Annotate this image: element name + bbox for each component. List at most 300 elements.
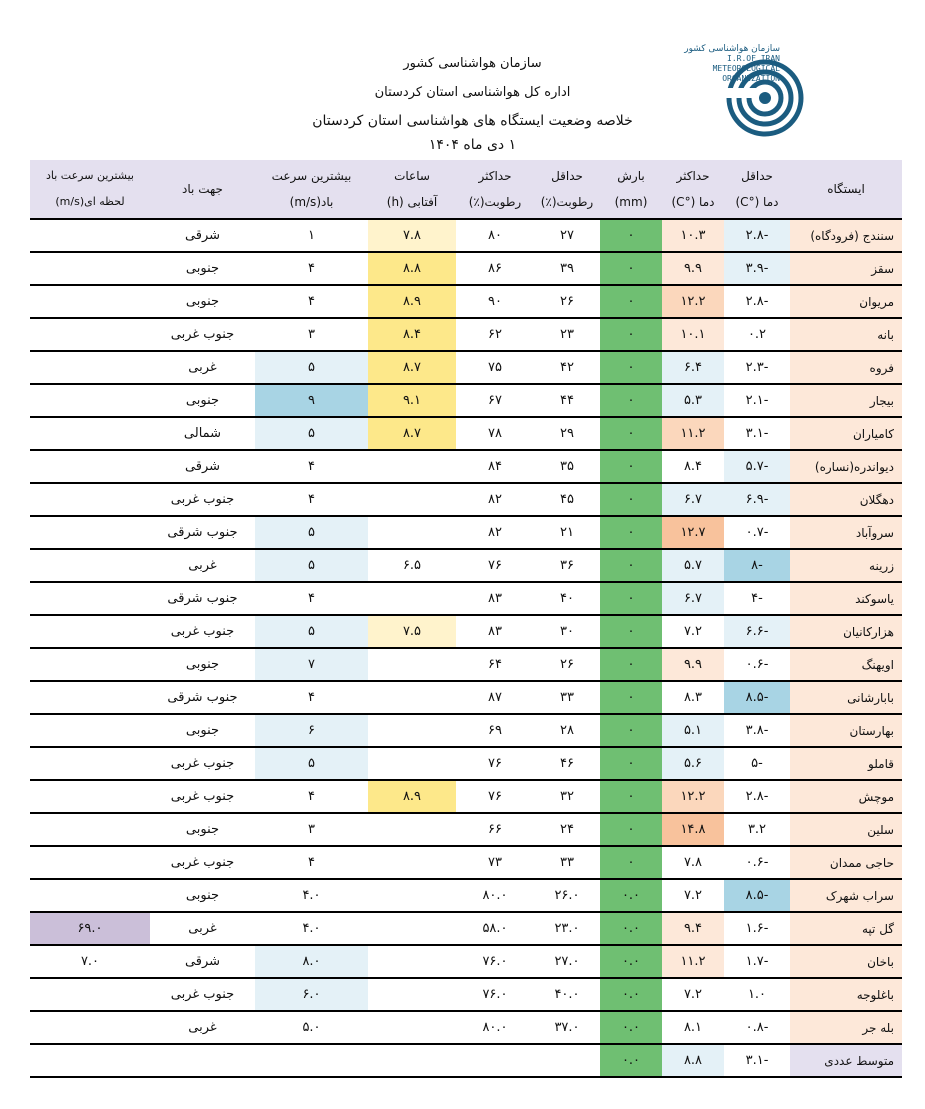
cell-sunshine (368, 648, 456, 681)
cell-max-temp: ۱۲.۷ (662, 516, 724, 549)
cell-wind-direction: جنوبی (150, 285, 255, 318)
cell-max-wind: ۳ (255, 318, 368, 351)
cell-max-temp: ۱۲.۲ (662, 285, 724, 318)
cell-precip: ۰ (600, 516, 662, 549)
cell-max-gust (30, 978, 150, 1011)
cell-max-gust (30, 879, 150, 912)
cell-max-gust (30, 351, 150, 384)
mean-empty-cell (150, 1044, 255, 1077)
cell-max-wind: ۴.۰ (255, 912, 368, 945)
cell-sunshine (368, 450, 456, 483)
cell-sunshine (368, 582, 456, 615)
cell-min-humidity: ۴۵ (534, 483, 600, 516)
cell-wind-direction: غربی (150, 912, 255, 945)
cell-max-wind: ۵ (255, 417, 368, 450)
cell-wind-direction: شرقی (150, 450, 255, 483)
table-row (30, 681, 902, 714)
cell-station: زرینه (790, 549, 902, 582)
cell-max-wind: ۱ (255, 219, 368, 252)
cell-max-humidity: ۸۲ (456, 483, 534, 516)
cell-precip: ۰ (600, 714, 662, 747)
cell-wind-direction: غربی (150, 549, 255, 582)
cell-min-temp: -۲.۱ (724, 384, 790, 417)
cell-wind-direction: شرقی (150, 945, 255, 978)
cell-max-humidity: ۸۴ (456, 450, 534, 483)
cell-min-temp: -۴ (724, 582, 790, 615)
cell-max-humidity: ۷۶ (456, 780, 534, 813)
cell-sunshine (368, 945, 456, 978)
cell-wind-direction: جنوب غربی (150, 483, 255, 516)
cell-max-humidity: ۷۶ (456, 747, 534, 780)
cell-max-gust (30, 516, 150, 549)
cell-precip: ۰ (600, 549, 662, 582)
cell-min-temp: -۲.۸ (724, 219, 790, 252)
cell-station: قاملو (790, 747, 902, 780)
cell-max-temp: ۷.۲ (662, 615, 724, 648)
cell-max-wind: ۴ (255, 450, 368, 483)
header-sunshine: ساعات آفتابی (h) (368, 160, 456, 219)
cell-precip: ۰ (600, 417, 662, 450)
cell-max-humidity: ۶۴ (456, 648, 534, 681)
cell-sunshine: ۸.۹ (368, 285, 456, 318)
cell-min-humidity: ۴۰.۰ (534, 978, 600, 1011)
cell-max-wind: ۵ (255, 747, 368, 780)
cell-max-temp: ۸.۴ (662, 450, 724, 483)
table-row (30, 978, 902, 1011)
table-row (30, 912, 902, 945)
cell-max-temp: ۹.۹ (662, 252, 724, 285)
cell-station: اویهنگ (790, 648, 902, 681)
logo-persian-text: سازمان هواشناسی کشور (684, 44, 780, 54)
cell-wind-direction: جنوب غربی (150, 615, 255, 648)
header-min-temp: حداقل دما (°C) (724, 160, 790, 219)
cell-station: سروآباد (790, 516, 902, 549)
cell-max-wind: ۹ (255, 384, 368, 417)
cell-precip: ۰ (600, 252, 662, 285)
cell-max-humidity: ۷۸ (456, 417, 534, 450)
cell-sunshine (368, 978, 456, 1011)
cell-min-humidity: ۴۶ (534, 747, 600, 780)
mean-min-temp: -۳.۱ (724, 1044, 790, 1077)
cell-max-wind: ۵ (255, 516, 368, 549)
cell-max-wind: ۸.۰ (255, 945, 368, 978)
cell-min-temp: ۳.۲ (724, 813, 790, 846)
cell-max-temp: ۵.۶ (662, 747, 724, 780)
cell-wind-direction: جنوبی (150, 813, 255, 846)
cell-max-wind: ۴.۰ (255, 879, 368, 912)
cell-wind-direction: شمالی (150, 417, 255, 450)
cell-min-humidity: ۳۹ (534, 252, 600, 285)
cell-max-wind: ۴ (255, 252, 368, 285)
cell-min-humidity: ۲۷ (534, 219, 600, 252)
cell-station: باخان (790, 945, 902, 978)
cell-wind-direction: جنوب غربی (150, 846, 255, 879)
cell-precip: ۰ (600, 846, 662, 879)
cell-max-gust (30, 648, 150, 681)
cell-sunshine (368, 912, 456, 945)
cell-max-wind: ۵ (255, 549, 368, 582)
cell-max-wind: ۴ (255, 582, 368, 615)
cell-precip: ۰ (600, 219, 662, 252)
cell-station: باغلوجه (790, 978, 902, 1011)
table-row (30, 813, 902, 846)
header-wind-direction: جهت باد (150, 160, 255, 219)
table-row (30, 219, 902, 252)
cell-max-temp: ۷.۲ (662, 978, 724, 1011)
table-row (30, 384, 902, 417)
cell-max-humidity: ۵۸.۰ (456, 912, 534, 945)
cell-max-temp: ۱۴.۸ (662, 813, 724, 846)
cell-max-temp: ۱۱.۲ (662, 945, 724, 978)
cell-station: فروه (790, 351, 902, 384)
cell-precip: ۰.۰ (600, 978, 662, 1011)
cell-sunshine (368, 879, 456, 912)
cell-precip: ۰ (600, 780, 662, 813)
cell-max-temp: ۶.۷ (662, 483, 724, 516)
cell-max-wind: ۵ (255, 615, 368, 648)
cell-min-humidity: ۲۳.۰ (534, 912, 600, 945)
cell-min-temp: -۰.۷ (724, 516, 790, 549)
cell-max-temp: ۶.۷ (662, 582, 724, 615)
table-row (30, 879, 902, 912)
cell-max-temp: ۱۲.۲ (662, 780, 724, 813)
cell-max-wind: ۴ (255, 780, 368, 813)
cell-max-temp: ۵.۱ (662, 714, 724, 747)
cell-max-gust (30, 582, 150, 615)
table-row (30, 846, 902, 879)
cell-wind-direction: جنوبی (150, 648, 255, 681)
cell-max-wind: ۶ (255, 714, 368, 747)
cell-min-temp: -۳.۱ (724, 417, 790, 450)
cell-wind-direction: جنوب شرقی (150, 516, 255, 549)
cell-sunshine: ۷.۵ (368, 615, 456, 648)
cell-wind-direction: غربی (150, 351, 255, 384)
mean-row (30, 1044, 902, 1077)
cell-max-humidity: ۶۷ (456, 384, 534, 417)
cell-min-humidity: ۲۷.۰ (534, 945, 600, 978)
cell-max-humidity: ۷۶.۰ (456, 945, 534, 978)
cell-sunshine (368, 483, 456, 516)
header-max-gust: بیشترین سرعت باد لحظه ای(m/s) (30, 160, 150, 219)
cell-precip: ۰ (600, 351, 662, 384)
table-row (30, 351, 902, 384)
cell-min-temp: ۰.۲ (724, 318, 790, 351)
cell-max-humidity: ۸۶ (456, 252, 534, 285)
cell-station: سلین (790, 813, 902, 846)
cell-max-humidity: ۸۰.۰ (456, 1011, 534, 1044)
cell-max-humidity: ۷۳ (456, 846, 534, 879)
cell-max-wind: ۴ (255, 846, 368, 879)
cell-max-humidity: ۷۵ (456, 351, 534, 384)
table-row (30, 615, 902, 648)
cell-min-humidity: ۳۳ (534, 846, 600, 879)
cell-sunshine: ۸.۹ (368, 780, 456, 813)
cell-wind-direction: جنوبی (150, 879, 255, 912)
table-row (30, 417, 902, 450)
cell-sunshine (368, 747, 456, 780)
dept-name: اداره کل هواشناسی استان کردستان (374, 85, 571, 100)
cell-min-temp: -۲.۸ (724, 285, 790, 318)
cell-min-humidity: ۲۳ (534, 318, 600, 351)
table-row (30, 450, 902, 483)
cell-station: موچش (790, 780, 902, 813)
cell-min-temp: -۵ (724, 747, 790, 780)
cell-wind-direction: جنوبی (150, 714, 255, 747)
cell-station: یاسوکند (790, 582, 902, 615)
cell-station: سنندج (فرودگاه) (790, 219, 902, 252)
cell-max-humidity: ۸۰ (456, 219, 534, 252)
cell-precip: ۰.۰ (600, 945, 662, 978)
cell-max-wind: ۳ (255, 813, 368, 846)
cell-station: مریوان (790, 285, 902, 318)
cell-sunshine: ۶.۵ (368, 549, 456, 582)
cell-max-gust (30, 417, 150, 450)
table-header-row (30, 160, 902, 219)
mean-station-label: متوسط عددی (790, 1044, 902, 1077)
cell-min-humidity: ۳۷.۰ (534, 1011, 600, 1044)
cell-wind-direction: شرقی (150, 219, 255, 252)
cell-wind-direction: غربی (150, 1011, 255, 1044)
cell-max-temp: ۷.۲ (662, 879, 724, 912)
cell-max-gust (30, 483, 150, 516)
cell-max-gust (30, 285, 150, 318)
table-row (30, 747, 902, 780)
cell-max-humidity: ۹۰ (456, 285, 534, 318)
cell-station: گل تپه (790, 912, 902, 945)
mean-empty-cell (368, 1044, 456, 1077)
cell-max-gust (30, 747, 150, 780)
logo-text-line2: METEOROLOGICAL (712, 64, 780, 73)
cell-max-gust (30, 714, 150, 747)
cell-wind-direction: جنوب غربی (150, 318, 255, 351)
table-row (30, 582, 902, 615)
header-max-temp: حداکثر دما (°C) (662, 160, 724, 219)
cell-max-temp: ۱۱.۲ (662, 417, 724, 450)
cell-precip: ۰ (600, 615, 662, 648)
mean-empty-cell (30, 1044, 150, 1077)
cell-precip: ۰.۰ (600, 912, 662, 945)
cell-max-gust (30, 318, 150, 351)
cell-precip: ۰ (600, 318, 662, 351)
cell-min-humidity: ۴۴ (534, 384, 600, 417)
cell-min-temp: -۸.۵ (724, 879, 790, 912)
table-row (30, 516, 902, 549)
cell-min-humidity: ۳۳ (534, 681, 600, 714)
cell-max-gust (30, 450, 150, 483)
cell-precip: ۰.۰ (600, 1011, 662, 1044)
cell-max-wind: ۴ (255, 483, 368, 516)
cell-wind-direction: جنوب غربی (150, 780, 255, 813)
cell-sunshine (368, 846, 456, 879)
org-name: سازمان هواشناسی کشور (403, 56, 542, 71)
header-precip: بارش (mm) (600, 160, 662, 219)
cell-max-wind: ۴ (255, 285, 368, 318)
cell-precip: ۰ (600, 483, 662, 516)
cell-precip: ۰ (600, 384, 662, 417)
cell-sunshine (368, 813, 456, 846)
table-row (30, 285, 902, 318)
cell-sunshine: ۸.۸ (368, 252, 456, 285)
cell-wind-direction: جنوب شرقی (150, 681, 255, 714)
mean-empty-cell (534, 1044, 600, 1077)
cell-max-temp: ۹.۹ (662, 648, 724, 681)
cell-min-humidity: ۴۲ (534, 351, 600, 384)
table-row (30, 648, 902, 681)
cell-max-wind: ۷ (255, 648, 368, 681)
cell-max-gust (30, 1011, 150, 1044)
cell-max-wind: ۵.۰ (255, 1011, 368, 1044)
cell-max-humidity: ۸۰.۰ (456, 879, 534, 912)
cell-station: دهگلان (790, 483, 902, 516)
cell-precip: ۰.۰ (600, 879, 662, 912)
cell-min-temp: -۲.۸ (724, 780, 790, 813)
cell-max-temp: ۱۰.۳ (662, 219, 724, 252)
cell-min-temp: -۰.۶ (724, 648, 790, 681)
cell-station: بانه (790, 318, 902, 351)
cell-min-temp: -۶.۶ (724, 615, 790, 648)
cell-min-humidity: ۴۰ (534, 582, 600, 615)
cell-sunshine: ۸.۴ (368, 318, 456, 351)
logo-text-line1: I.R.OF IRAN (727, 54, 780, 63)
cell-wind-direction: جنوبی (150, 384, 255, 417)
cell-max-humidity: ۸۳ (456, 615, 534, 648)
cell-sunshine (368, 516, 456, 549)
cell-max-humidity: ۶۲ (456, 318, 534, 351)
cell-max-temp: ۹.۴ (662, 912, 724, 945)
cell-max-humidity: ۷۶ (456, 549, 534, 582)
cell-min-temp: -۸.۵ (724, 681, 790, 714)
table-row (30, 780, 902, 813)
cell-min-humidity: ۲۴ (534, 813, 600, 846)
cell-station: سقز (790, 252, 902, 285)
cell-max-temp: ۵.۷ (662, 549, 724, 582)
cell-precip: ۰ (600, 285, 662, 318)
mean-empty-cell (255, 1044, 368, 1077)
cell-wind-direction: جنوب غربی (150, 747, 255, 780)
cell-min-humidity: ۳۵ (534, 450, 600, 483)
cell-min-humidity: ۲۶ (534, 648, 600, 681)
cell-station: سراب شهرک (790, 879, 902, 912)
cell-max-humidity: ۸۳ (456, 582, 534, 615)
cell-min-temp: -۲.۳ (724, 351, 790, 384)
cell-min-temp: -۵.۷ (724, 450, 790, 483)
table-row (30, 945, 902, 978)
cell-wind-direction: جنوب غربی (150, 978, 255, 1011)
cell-max-temp: ۶.۴ (662, 351, 724, 384)
cell-min-humidity: ۳۲ (534, 780, 600, 813)
report-date: ۱ دی ماه ۱۴۰۴ (428, 137, 517, 153)
cell-max-gust (30, 780, 150, 813)
cell-max-gust (30, 846, 150, 879)
cell-station: بیجار (790, 384, 902, 417)
cell-station: بله جر (790, 1011, 902, 1044)
cell-max-gust (30, 219, 150, 252)
cell-min-humidity: ۲۶.۰ (534, 879, 600, 912)
cell-precip: ۰ (600, 648, 662, 681)
cell-min-temp: -۶.۹ (724, 483, 790, 516)
cell-max-humidity: ۶۹ (456, 714, 534, 747)
cell-sunshine: ۸.۷ (368, 417, 456, 450)
cell-station: دیواندره(نساره) (790, 450, 902, 483)
cell-max-temp: ۸.۱ (662, 1011, 724, 1044)
cell-sunshine: ۸.۷ (368, 351, 456, 384)
cell-min-humidity: ۳۶ (534, 549, 600, 582)
cell-min-humidity: ۲۶ (534, 285, 600, 318)
cell-precip: ۰ (600, 747, 662, 780)
logo-text-line3: ORGANIZATION (722, 74, 780, 83)
table-row (30, 549, 902, 582)
cell-max-gust (30, 549, 150, 582)
cell-station: حاجی ممدان (790, 846, 902, 879)
cell-precip: ۰ (600, 450, 662, 483)
cell-station: بهارستان (790, 714, 902, 747)
cell-station: کامیاران (790, 417, 902, 450)
table-row (30, 483, 902, 516)
cell-max-humidity: ۷۶.۰ (456, 978, 534, 1011)
header-max-wind: بیشترین سرعت باد(m/s) (255, 160, 368, 219)
cell-precip: ۰ (600, 582, 662, 615)
header-min-humidity: حداقل رطوبت(٪) (534, 160, 600, 219)
cell-min-temp: -۰.۶ (724, 846, 790, 879)
cell-max-gust: ۷.۰ (30, 945, 150, 978)
cell-max-wind: ۶.۰ (255, 978, 368, 1011)
cell-min-temp: -۳.۸ (724, 714, 790, 747)
cell-wind-direction: جنوبی (150, 252, 255, 285)
table-row (30, 1011, 902, 1044)
cell-max-wind: ۵ (255, 351, 368, 384)
table-row (30, 714, 902, 747)
cell-max-gust (30, 813, 150, 846)
cell-max-humidity: ۸۲ (456, 516, 534, 549)
cell-min-temp: -۱.۷ (724, 945, 790, 978)
cell-sunshine (368, 714, 456, 747)
cell-min-humidity: ۲۸ (534, 714, 600, 747)
mean-empty-cell (456, 1044, 534, 1077)
cell-sunshine: ۷.۸ (368, 219, 456, 252)
header-max-humidity: حداکثر رطوبت(٪) (456, 160, 534, 219)
cell-max-temp: ۱۰.۱ (662, 318, 724, 351)
cell-min-temp: -۸ (724, 549, 790, 582)
cell-station: هزارکانیان (790, 615, 902, 648)
cell-station: بابارشانی (790, 681, 902, 714)
cell-sunshine: ۹.۱ (368, 384, 456, 417)
mean-precip: ۰.۰ (600, 1044, 662, 1077)
cell-max-gust (30, 384, 150, 417)
table-row (30, 252, 902, 285)
cell-sunshine (368, 681, 456, 714)
cell-max-humidity: ۸۷ (456, 681, 534, 714)
cell-wind-direction: جنوب شرقی (150, 582, 255, 615)
cell-max-temp: ۷.۸ (662, 846, 724, 879)
cell-min-temp: -۰.۸ (724, 1011, 790, 1044)
cell-min-temp: ۱.۰ (724, 978, 790, 1011)
cell-max-humidity: ۶۶ (456, 813, 534, 846)
report-title: خلاصه وضعیت ایستگاه های هواشناسی استان کردستان (312, 113, 633, 129)
table-row (30, 318, 902, 351)
cell-max-gust: ۶۹.۰ (30, 912, 150, 945)
stations-summary-table (30, 160, 902, 1078)
cell-sunshine (368, 1011, 456, 1044)
mean-max-temp: ۸.۸ (662, 1044, 724, 1077)
cell-min-humidity: ۲۹ (534, 417, 600, 450)
cell-precip: ۰ (600, 813, 662, 846)
cell-max-gust (30, 681, 150, 714)
cell-max-gust (30, 615, 150, 648)
cell-max-gust (30, 252, 150, 285)
header-station: ایستگاه (790, 160, 902, 219)
cell-min-temp: -۱.۶ (724, 912, 790, 945)
cell-min-temp: -۳.۹ (724, 252, 790, 285)
